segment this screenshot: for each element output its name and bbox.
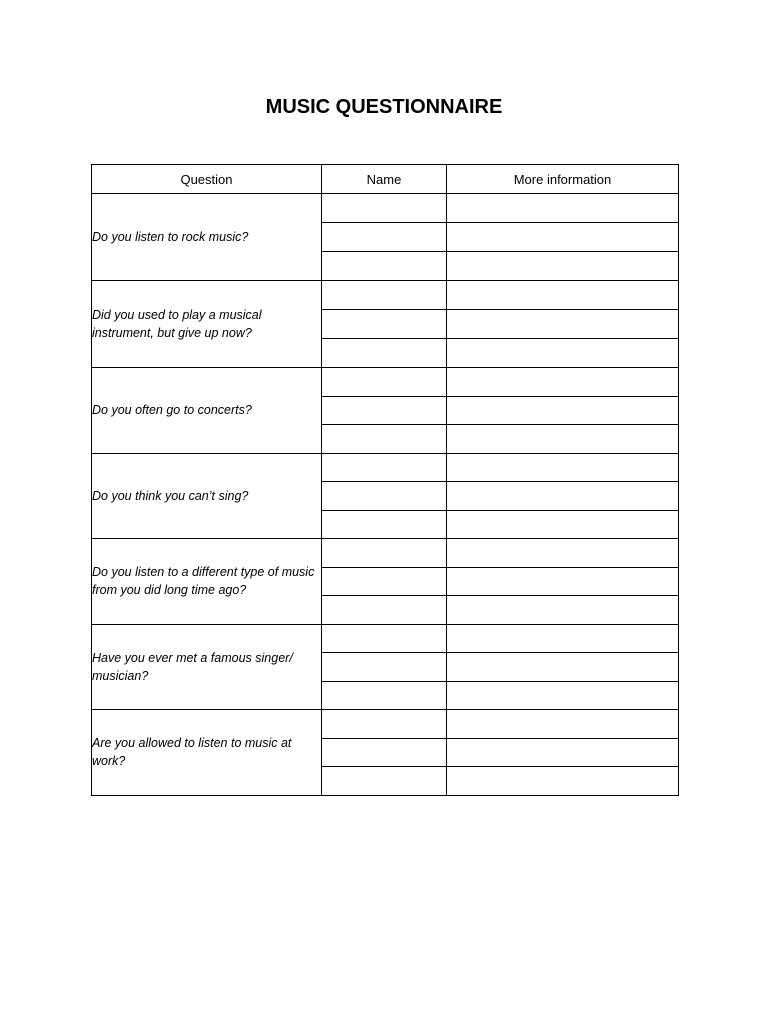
more-information-cell[interactable] bbox=[447, 223, 679, 252]
header-more-information: More information bbox=[447, 165, 679, 194]
name-cell[interactable] bbox=[322, 368, 447, 397]
more-information-cell[interactable] bbox=[447, 624, 679, 653]
more-information-cell[interactable] bbox=[447, 453, 679, 482]
name-cell[interactable] bbox=[322, 653, 447, 682]
more-information-cell[interactable] bbox=[447, 596, 679, 625]
more-information-cell[interactable] bbox=[447, 767, 679, 796]
name-cell[interactable] bbox=[322, 624, 447, 653]
name-cell[interactable] bbox=[322, 252, 447, 281]
name-cell[interactable] bbox=[322, 310, 447, 339]
table-row bbox=[92, 539, 679, 568]
more-information-cell[interactable] bbox=[447, 194, 679, 223]
more-information-cell[interactable] bbox=[447, 710, 679, 739]
name-cell[interactable] bbox=[322, 539, 447, 568]
question-cell: Are you allowed to listen to music at work? bbox=[92, 710, 322, 796]
question-cell: Have you ever met a famous singer/ musician? bbox=[92, 624, 322, 710]
more-information-cell[interactable] bbox=[447, 252, 679, 281]
name-cell[interactable] bbox=[322, 738, 447, 767]
name-cell[interactable] bbox=[322, 453, 447, 482]
table-row bbox=[92, 281, 679, 310]
more-information-cell[interactable] bbox=[447, 425, 679, 454]
header-question: Question bbox=[92, 165, 322, 194]
more-information-cell[interactable] bbox=[447, 482, 679, 511]
table-row bbox=[92, 624, 679, 653]
name-cell[interactable] bbox=[322, 339, 447, 368]
more-information-cell[interactable] bbox=[447, 368, 679, 397]
name-cell[interactable] bbox=[322, 482, 447, 511]
question-cell: Did you used to play a musical instrument, but give up now? bbox=[92, 281, 322, 368]
question-cell: Do you think you can’t sing? bbox=[92, 453, 322, 539]
more-information-cell[interactable] bbox=[447, 738, 679, 767]
more-information-cell[interactable] bbox=[447, 653, 679, 682]
name-cell[interactable] bbox=[322, 767, 447, 796]
table-row bbox=[92, 194, 679, 223]
name-cell[interactable] bbox=[322, 223, 447, 252]
name-cell[interactable] bbox=[322, 567, 447, 596]
more-information-cell[interactable] bbox=[447, 567, 679, 596]
questionnaire-table bbox=[91, 164, 679, 796]
question-cell: Do you listen to rock music? bbox=[92, 194, 322, 281]
page-title: MUSIC QUESTIONNAIRE bbox=[265, 96, 503, 118]
more-information-cell[interactable] bbox=[447, 281, 679, 310]
table-row bbox=[92, 368, 679, 397]
question-cell: Do you listen to a different type of music from you did long time ago? bbox=[92, 539, 322, 625]
more-information-cell[interactable] bbox=[447, 396, 679, 425]
table-row bbox=[92, 453, 679, 482]
table-row bbox=[92, 710, 679, 739]
name-cell[interactable] bbox=[322, 194, 447, 223]
more-information-cell[interactable] bbox=[447, 339, 679, 368]
name-cell[interactable] bbox=[322, 596, 447, 625]
name-cell[interactable] bbox=[322, 281, 447, 310]
name-cell[interactable] bbox=[322, 396, 447, 425]
name-cell[interactable] bbox=[322, 510, 447, 539]
more-information-cell[interactable] bbox=[447, 510, 679, 539]
header-name: Name bbox=[322, 165, 447, 194]
more-information-cell[interactable] bbox=[447, 539, 679, 568]
name-cell[interactable] bbox=[322, 425, 447, 454]
more-information-cell[interactable] bbox=[447, 310, 679, 339]
name-cell[interactable] bbox=[322, 681, 447, 710]
question-cell: Do you often go to concerts? bbox=[92, 368, 322, 454]
table-header-row bbox=[92, 165, 679, 194]
more-information-cell[interactable] bbox=[447, 681, 679, 710]
name-cell[interactable] bbox=[322, 710, 447, 739]
